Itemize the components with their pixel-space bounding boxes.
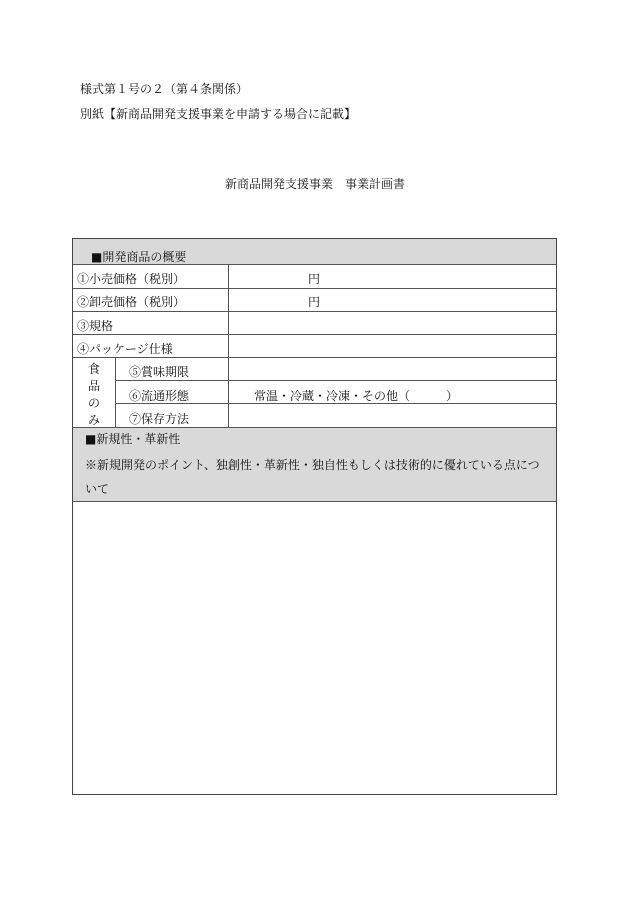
wholesale-price-label: ②卸売価格（税別） bbox=[77, 295, 186, 309]
innovation-entry-area[interactable] bbox=[73, 502, 556, 794]
row-divider bbox=[73, 357, 556, 358]
column-divider bbox=[115, 357, 116, 427]
package-label: ④パッケージ仕様 bbox=[77, 342, 173, 356]
retail-price-label: ①小売価格（税別） bbox=[77, 272, 186, 286]
food-only-label: 食品のみ bbox=[87, 362, 100, 427]
wholesale-price-unit: 円 bbox=[308, 295, 321, 309]
form-number: 様式第１号の２（第４条関係） bbox=[80, 82, 249, 96]
row-divider bbox=[73, 334, 556, 335]
distribution-label: ⑥流通形態 bbox=[129, 389, 190, 403]
section2-heading: ■新規性・革新性 bbox=[85, 432, 181, 446]
row-divider bbox=[73, 288, 556, 289]
column-divider bbox=[228, 264, 229, 427]
plan-form-table bbox=[72, 238, 557, 795]
spec-label: ③規格 bbox=[77, 319, 114, 333]
distribution-options: 常温・冷蔵・冷凍・その他（ ） bbox=[254, 389, 459, 403]
row-divider bbox=[73, 311, 556, 312]
shelf-life-label: ⑤賞味期限 bbox=[129, 365, 190, 379]
storage-label: ⑦保存方法 bbox=[129, 412, 190, 426]
section2-note: ※新規開発のポイント、独創性・革新性・独自性もしくは技術的に優れている点について bbox=[85, 458, 540, 496]
row-divider bbox=[115, 380, 556, 381]
attachment-note: 別紙【新商品開発支援事業を申請する場合に記載】 bbox=[80, 107, 357, 121]
row-divider bbox=[73, 264, 556, 265]
row-divider bbox=[73, 427, 556, 428]
document-title: 新商品開発支援事業 事業計画書 bbox=[224, 177, 405, 191]
retail-price-unit: 円 bbox=[308, 272, 321, 286]
row-divider bbox=[115, 403, 556, 404]
section1-heading: ■開発商品の概要 bbox=[91, 250, 187, 264]
